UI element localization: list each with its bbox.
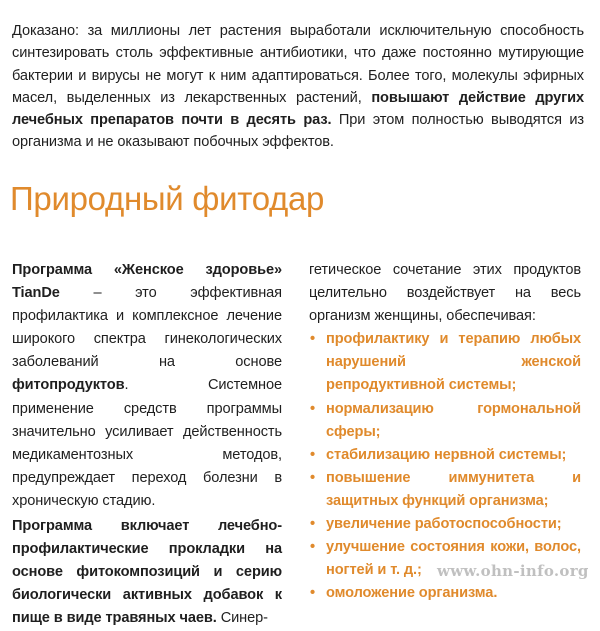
benefit-text: улучшение состояния кожи, волос, ногтей и т. д.; <box>326 539 581 579</box>
program-text: – это эффективная профилактика и комплексное лечение широкого спектра гинекологических заболеваний на основе <box>12 285 282 371</box>
list-item <box>309 467 581 513</box>
site-watermark: www.ohn-info.org <box>437 562 589 580</box>
benefit-text: стабилизацию нервной системы; <box>326 446 567 463</box>
intro-text <box>12 20 584 154</box>
bullet-icon: • <box>310 400 316 417</box>
list-item <box>309 328 581 397</box>
intro-text-end: При этом полностью выводятся из организма и не оказывают побочных эффектов. <box>12 112 585 151</box>
bullet-icon: • <box>310 469 316 486</box>
benefit-text: профилактику и терапию любых нарушений женской репродуктивной системы; <box>326 331 581 394</box>
section-heading: Природный фитодар <box>10 180 325 217</box>
intro-paragraph <box>12 20 584 154</box>
benefit-text: нормализацию гормональной сферы; <box>326 400 581 440</box>
list-item <box>309 398 581 444</box>
bullet-icon: • <box>310 331 316 348</box>
benefit-text: омоложение организма. <box>326 585 498 602</box>
bullet-icon: • <box>310 446 316 463</box>
list-item <box>309 513 581 536</box>
benefit-text: увеличение работоспособности; <box>326 516 562 533</box>
left-column <box>12 259 282 631</box>
intro-bold-claim: повышают действие других лечебных препаратов почти в десять раз. <box>12 89 585 129</box>
bullet-icon: • <box>310 585 316 602</box>
synergy-text: гетическое сочетание этих продуктов целительно воздействует на весь организм женщины, обеспечивая: <box>309 262 581 325</box>
program-name: Программа «Женское здоровье» TianDe <box>12 262 282 302</box>
program-text-continued: . Системное применение средств программы значительно усиливает действенность медикаментозных методов, предупреждает переход болезни в хроническую стадию. <box>12 377 282 509</box>
list-item <box>309 444 581 467</box>
program-includes <box>12 515 282 630</box>
benefit-text: повышение иммунитета и защитных функций организма; <box>326 469 581 509</box>
right-column <box>309 259 581 605</box>
program-description <box>12 259 282 513</box>
bullet-icon: • <box>310 539 316 556</box>
program-includes-bold: Программа включает лечебно-профилактические прокладки на основе фитокомпозиций и серию биологически активных добавок к пище в виде травяных чаев. <box>12 518 282 627</box>
intro-text-start: Доказано: за миллионы лет растения выработали исключительную способность синтезировать столь эффективные антибиотики, что даже постоянно мутирующие бактерии и вирусы не могут к ним адаптироваться. Более того, молекулы эфирных масел, выделенных из лекарственных растений, <box>12 23 584 106</box>
list-item <box>309 582 581 605</box>
phytoproducts-term: фитопродуктов <box>12 377 125 394</box>
program-includes-tail: Синер- <box>216 610 268 627</box>
bullet-icon: • <box>310 516 316 533</box>
